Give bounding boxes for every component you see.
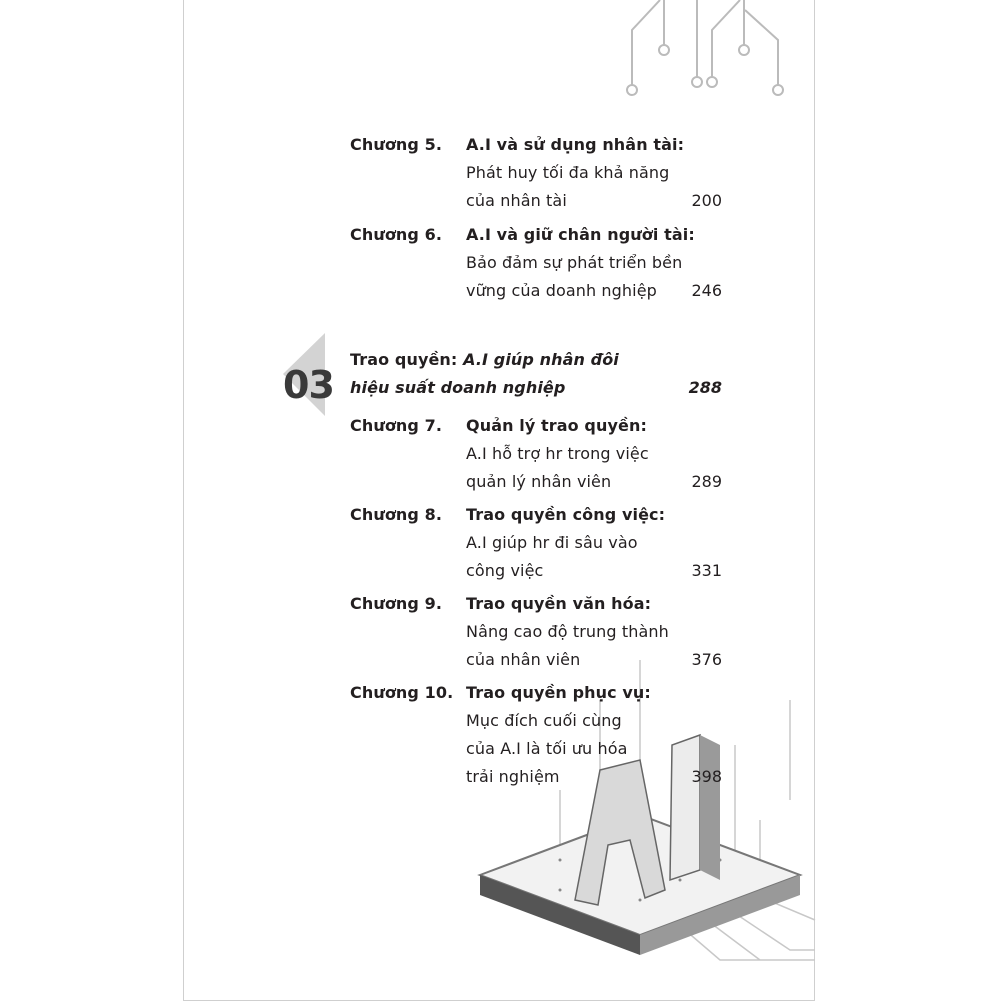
chapter-title: Trao quyền công việc: [466,505,666,524]
chapter-title: Trao quyền phục vụ: [466,683,651,702]
chapter-subtitle: của nhân viên [466,650,581,669]
chapter-page: 331 [691,561,722,580]
chapter-subtitle: quản lý nhân viên [466,472,612,491]
chapter-subtitle: trải nghiệm [466,767,560,786]
part-title-line-1 [350,350,619,369]
chapter-label: Chương 8. [350,505,443,524]
chapter-subtitle: A.I hỗ trợ hr trong việc [466,444,649,463]
chapter-title: A.I và giữ chân người tài: [466,225,695,244]
part-page: 288 [688,378,722,397]
chapter-page: 398 [691,767,722,786]
chapter-page: 376 [691,650,722,669]
part-title-bold: Trao quyền: [350,350,464,369]
chapter-label: Chương 6. [350,225,443,244]
chapter-subtitle: của A.I là tối ưu hóa [466,739,628,758]
chapter-label: Chương 7. [350,416,443,435]
part-number: 03 [283,363,334,407]
chapter-subtitle: Mục đích cuối cùng [466,711,622,730]
chapter-title: A.I và sử dụng nhân tài: [466,135,685,154]
part-title-line-2: hiệu suất doanh nghiệp [350,378,566,397]
chapter-label: Chương 10. [350,683,454,702]
chapter-label: Chương 5. [350,135,443,154]
chapter-page: 289 [691,472,722,491]
chapter-title: Trao quyền văn hóa: [466,594,652,613]
chapter-subtitle: Nâng cao độ trung thành [466,622,669,641]
chapter-subtitle: của nhân tài [466,191,567,210]
chapter-subtitle: Bảo đảm sự phát triển bền [466,253,683,272]
chapter-subtitle: vững của doanh nghiệp [466,281,657,300]
chapter-page: 246 [691,281,722,300]
chapter-subtitle: Phát huy tối đa khả năng [466,163,670,182]
part-title-italic: A.I giúp nhân đôi [463,350,619,369]
chapter-subtitle: công việc [466,561,544,580]
chapter-title: Quản lý trao quyền: [466,416,647,435]
chapter-page: 200 [691,191,722,210]
chapter-label: Chương 9. [350,594,443,613]
chapter-subtitle: A.I giúp hr đi sâu vào [466,533,638,552]
